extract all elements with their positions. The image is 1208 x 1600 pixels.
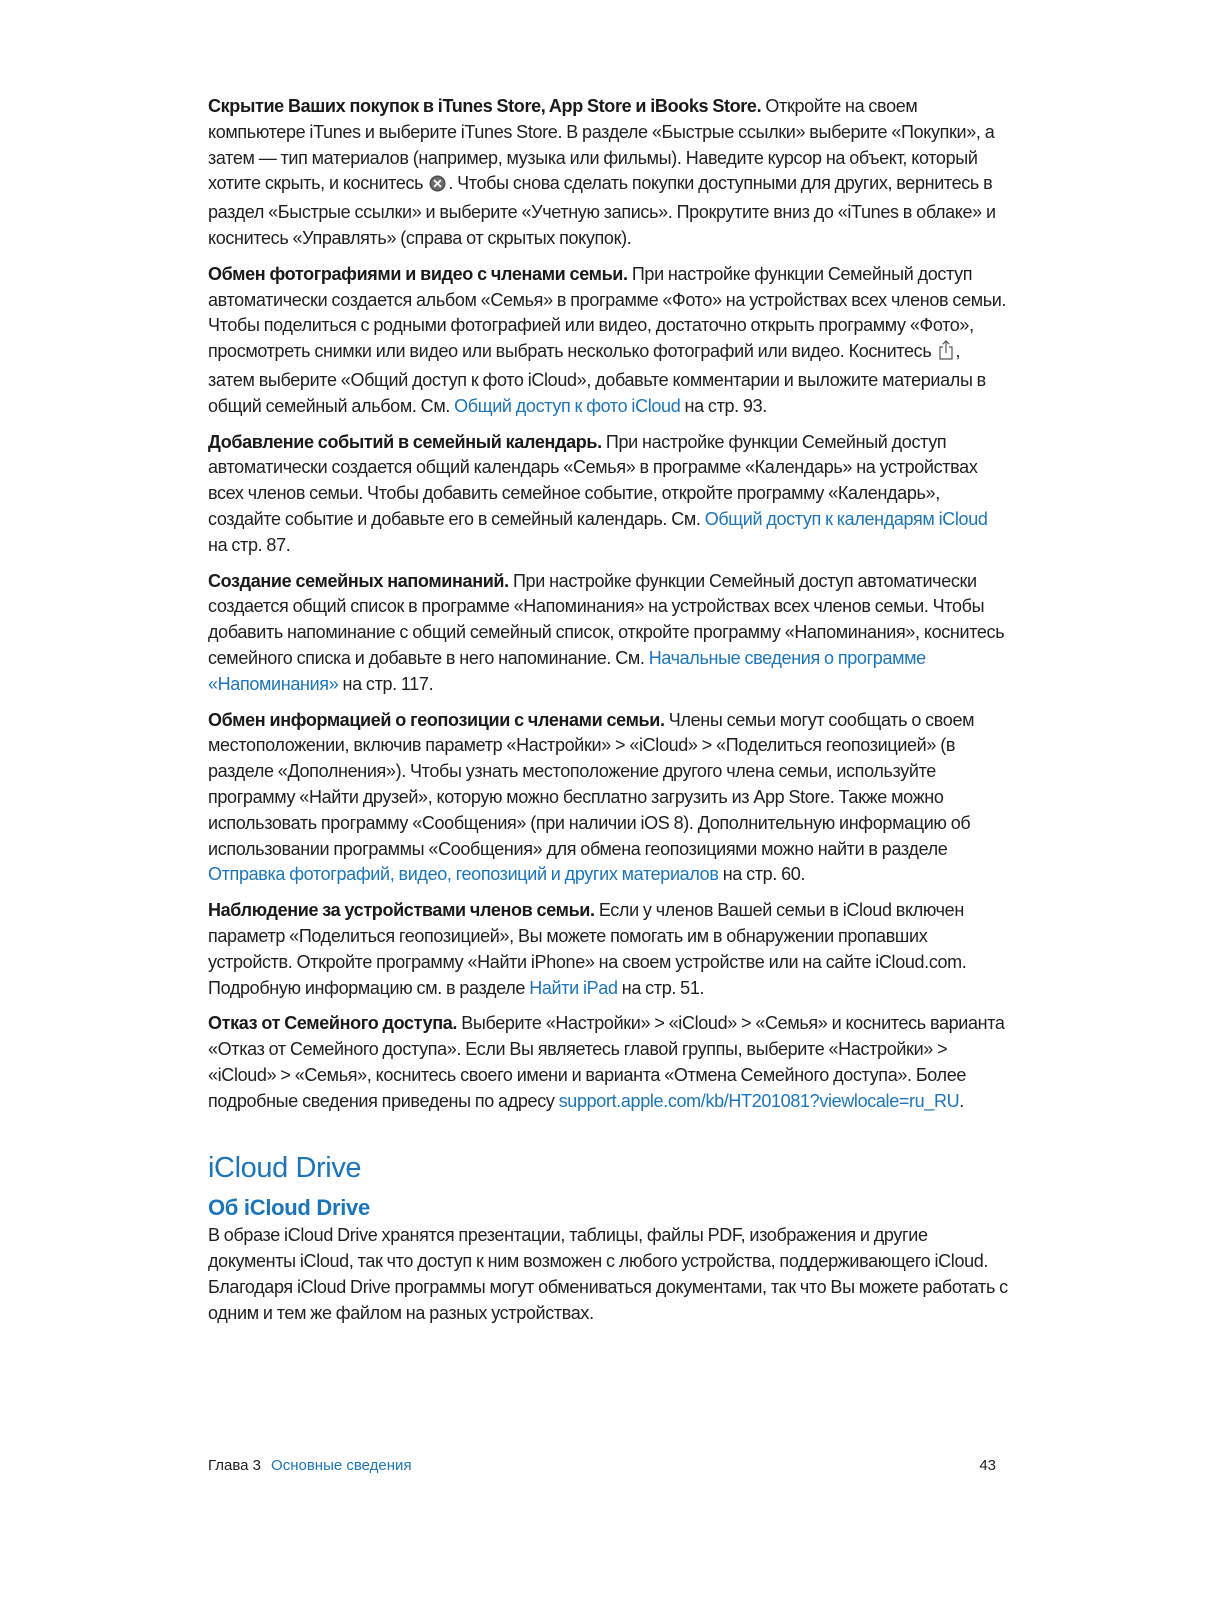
- chapter-title-link[interactable]: Основные сведения: [271, 1457, 412, 1474]
- paragraph-heading: Отказ от Семейного доступа.: [208, 1013, 458, 1034]
- paragraph-text: на стр. 87.: [208, 534, 291, 555]
- chapter-label: Глава 3: [208, 1457, 262, 1474]
- link-reminders-intro[interactable]: Начальные сведения о программе «Напоминания»: [208, 647, 926, 694]
- paragraph-heading: Добавление событий в семейный календарь.: [208, 431, 602, 452]
- close-circle-icon: [429, 174, 446, 200]
- paragraph-text: Члены семьи могут сообщать о своем местоположении, включив параметр «Настройки» > «iCloud» > «Поделиться геопозицией» (в разделе «Дополнения»). Чтобы узнать местоположение другого члена семьи, используйте программу «Найти друзей», которую можно бесплатно загрузить из App Store. Также можно использовать программу «Сообщения» (при наличии iOS 8). Дополнительную информацию об использовании программы «Сообщения» для обмена геопозициями можно найти в разделе: [208, 709, 975, 859]
- paragraph-text: на стр. 60.: [718, 864, 806, 885]
- link-sending-photos-location[interactable]: Отправка фотографий, видео, геопозиций и других материалов: [208, 864, 719, 885]
- paragraph-text: Откройте на своем компьютере iTunes и выберите iTunes Store. В разделе «Быстрые ссылки» выберите «Покупки», а затем — тип материалов (например, музыка или фильмы). Наведите курсор на объект, который хотите скрыть, и коснитесь: [208, 96, 995, 194]
- paragraph-share-photos: [208, 262, 1008, 420]
- paragraph-text: , затем выберите «Общий доступ к фото iCloud», добавьте комментарии и выложите материалы в общий семейный альбом. См.: [208, 341, 986, 416]
- page-number: 43: [979, 1457, 996, 1474]
- paragraph-leave-family-sharing: [208, 1011, 1008, 1114]
- paragraph-icloud-drive-about: В образе iCloud Drive хранятся презентации, таблицы, файлы PDF, изображения и другие документы iCloud, так что доступ к ним возможен с любого устройства, поддерживающего iCloud. Благодаря iCloud Drive программы могут обмениваться документами, так что Вы можете работать с одним и тем же файлом на разных устройствах.: [208, 1225, 1008, 1323]
- paragraph-heading: Обмен фотографиями и видео с членами семьи.: [208, 263, 628, 284]
- paragraph-text: При настройке функции Семейный доступ автоматически создается общий список в программе «Напоминания» на устройствах всех членов семьи. Чтобы добавить напоминание с общий семейный список, откройте программу «Напоминания», коснитесь семейного списка и добавьте в него напоминание. См.: [208, 570, 1005, 668]
- paragraph-text: При настройке функции Семейный доступ автоматически создается альбом «Семья» в программе «Фото» на устройствах всех членов семьи. Чтобы поделиться с родными фотографией или видео, достаточно открыть программу «Фото», просмотреть снимки или видео или выбрать несколько фотографий или видео. Коснитесь: [208, 263, 1007, 362]
- page-footer: [208, 1457, 1008, 1474]
- paragraph-text: на стр. 93.: [680, 395, 767, 416]
- paragraph-family-calendar: [208, 430, 1008, 559]
- paragraph-heading: Скрытие Ваших покупок в iTunes Store, App Store и iBooks Store.: [208, 96, 762, 116]
- subsection-title: Об iCloud Drive: [208, 1195, 370, 1221]
- paragraph-family-reminders: [208, 569, 1008, 698]
- paragraph-share-location: [208, 708, 1008, 889]
- paragraph-hide-purchases: [208, 94, 1008, 252]
- link-icloud-calendars[interactable]: Общий доступ к календарям iCloud: [704, 508, 988, 529]
- paragraph-text: Если у членов Вашей семьи в iCloud включен параметр «Поделиться геопозицией», Вы можете помогать им в обнаружении пропавших устройств. Откройте программу «Найти iPhone» на своем устройстве или на сайте iCloud.com. Подробную информацию см. в разделе: [208, 900, 967, 998]
- paragraph-text: на стр. 51.: [617, 977, 705, 998]
- link-find-ipad[interactable]: Найти iPad: [529, 977, 618, 998]
- paragraph-text: на стр. 117.: [338, 673, 434, 694]
- paragraph-text: .: [959, 1090, 964, 1111]
- paragraph-heading: Обмен информацией о геопозиции с членами семьи.: [208, 709, 665, 730]
- link-icloud-photo-sharing[interactable]: Общий доступ к фото iCloud: [454, 395, 681, 416]
- paragraph-heading: Наблюдение за устройствами членов семьи.: [208, 900, 595, 921]
- share-icon: [938, 340, 954, 368]
- section-title: iCloud Drive: [208, 1152, 362, 1185]
- link-apple-support-url[interactable]: support.apple.com/kb/HT201081?viewlocale=ru_RU: [558, 1090, 960, 1111]
- paragraph-heading: Создание семейных напоминаний.: [208, 570, 509, 591]
- paragraph-track-devices: [208, 898, 1008, 1001]
- paragraph-text: . Чтобы снова сделать покупки доступными для других, вернитесь в раздел «Быстрые ссылки» и выберите «Учетную запись». Прокрутите вниз до «iTunes в облаке» и коснитесь «Управлять» (справа от скрытых покупок).: [208, 173, 996, 248]
- paragraph-text: При настройке функции Семейный доступ автоматически создается общий календарь «Семья» в программе «Календарь» на устройствах всех членов семьи. Чтобы добавить семейное событие, откройте программу «Календарь», создайте событие и добавьте его в семейный календарь. См.: [208, 431, 978, 529]
- page-content: [208, 94, 1008, 1337]
- paragraph-text: Выберите «Настройки» > «iCloud» > «Семья» и коснитесь варианта «Отказ от Семейного доступа». Если Вы являетесь главой группы, выберите «Настройки» > «iCloud» > «Семья», коснитесь своего имени и варианта «Отмена Семейного доступа». Более подробные сведения приведены по адресу: [208, 1013, 1005, 1111]
